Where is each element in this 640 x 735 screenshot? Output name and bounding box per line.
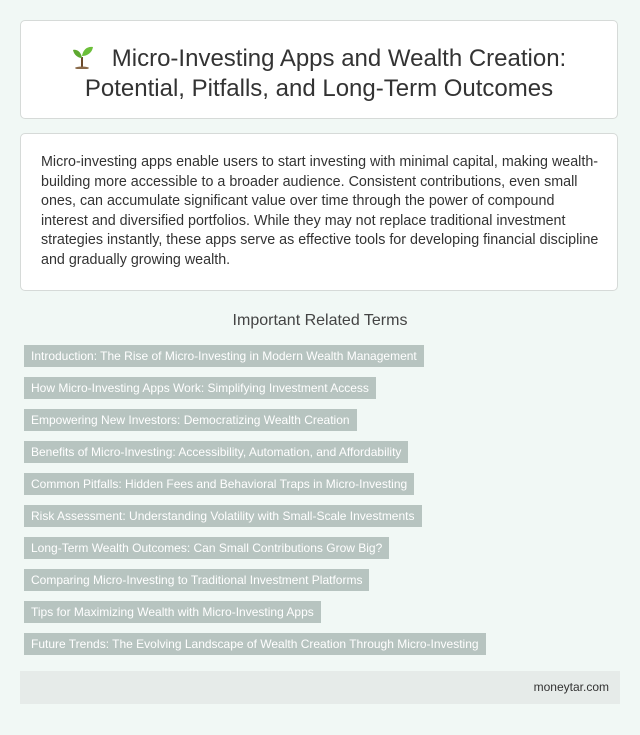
related-term-link[interactable]: Future Trends: The Evolving Landscape of Wealth Creation Through Micro-Investing [24,633,486,655]
page-title [21,21,617,104]
related-term-link[interactable]: Introduction: The Rise of Micro-Investing in Modern Wealth Management [24,345,424,367]
related-terms-list [24,345,616,665]
footer-bar [20,671,620,704]
related-term-link[interactable]: Risk Assessment: Understanding Volatility with Small-Scale Investments [24,505,422,527]
footer-site-name: moneytar.com [533,680,609,694]
intro-text: Micro-investing apps enable users to start investing with minimal capital, making wealth-building more accessible to a broader audience. Consistent contributions, even small ones, can accumulate significant value over time through the power of compound interest and diversified portfolios. While they may not replace traditional investment strategies instantly, these apps serve as effective tools for developing financial discipline and gradually growing wealth. [41,154,599,268]
related-term-link[interactable]: Tips for Maximizing Wealth with Micro-Investing Apps [24,601,321,623]
related-term-link[interactable]: Benefits of Micro-Investing: Accessibility, Automation, and Affordability [24,441,408,463]
title-card [20,20,618,119]
sprout-icon [72,45,94,69]
intro-card [20,133,618,291]
related-term-link[interactable]: Common Pitfalls: Hidden Fees and Behavioral Traps in Micro-Investing [24,473,414,495]
related-terms-heading: Important Related Terms [232,312,408,329]
related-term-link[interactable]: Empowering New Investors: Democratizing Wealth Creation [24,409,357,431]
page-title-text: Micro-Investing Apps and Wealth Creation: Potential, Pitfalls, and Long-Term Outcomes [84,45,567,102]
related-term-link[interactable]: Long-Term Wealth Outcomes: Can Small Contributions Grow Big? [24,537,389,559]
related-term-link[interactable]: How Micro-Investing Apps Work: Simplifying Investment Access [24,377,376,399]
related-term-link[interactable]: Comparing Micro-Investing to Traditional Investment Platforms [24,569,369,591]
